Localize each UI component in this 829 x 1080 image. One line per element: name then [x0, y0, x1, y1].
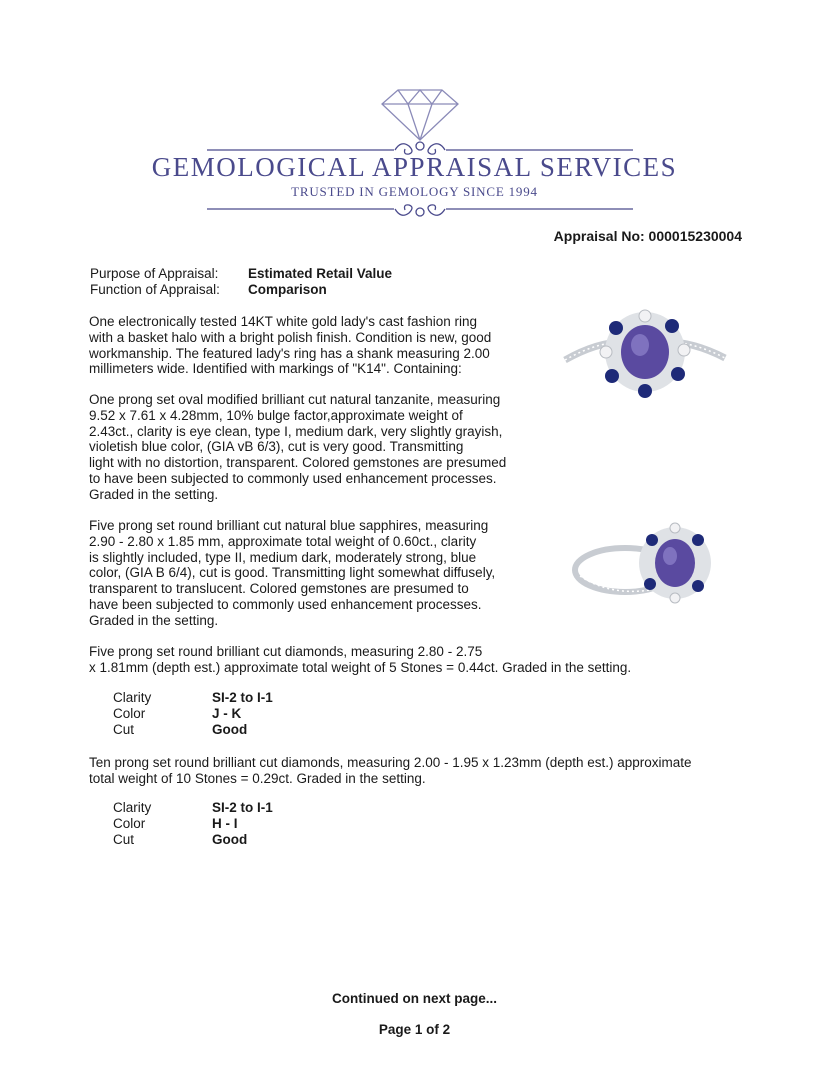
cut-value: Good [212, 722, 248, 737]
function-value: Comparison [248, 282, 327, 297]
ring-photo-front [560, 300, 730, 410]
function-label: Function of Appraisal: [90, 282, 220, 297]
cut-label: Cut [113, 722, 135, 737]
appraisal-number: Appraisal No: 000015230004 [553, 228, 742, 244]
diamonds10-paragraph: Ten prong set round brilliant cut diamonds, measuring 2.00 - 1.95 x 1.23mm (depth est.) approximate total weight of 10 Stones = 0.29ct. Graded in the setting. [89, 755, 692, 786]
color-value: J - K [212, 706, 242, 721]
color-label: Color [113, 816, 146, 831]
company-name: GEMOLOGICAL APPRAISAL SERVICES [151, 152, 678, 182]
sapphires-paragraph: Five prong set round brilliant cut natural blue sapphires, measuring 2.90 - 2.80 x 1.85 mm, approximate total weight of 0.60ct., clarity is slightly included, type II, medium dark, moderately strong, blue color, (GIA B 6/4), cut is good. Transmitting light somewhat diffusely, transparent to translucent. Colored gemstones are presumed to have been subjected to commonly used enhancement processes. Graded in the setting. [89, 518, 496, 628]
clarity-value: SI-2 to I-1 [212, 800, 273, 815]
page-number: Page 1 of 2 [378, 1022, 451, 1037]
continued-note: Continued on next page... [332, 991, 497, 1006]
diamond-icon [382, 90, 458, 140]
ornament-bottom [207, 205, 633, 216]
purpose-value: Estimated Retail Value [248, 266, 393, 281]
intro-paragraph: One electronically tested 14KT white gold lady's cast fashion ring with a basket halo with a bright polish finish. Condition is new, good workmanship. The featured lady's ring has a shank measuring 2.00 millimeters wide. Identified with markings of "K14". Containing: [89, 314, 492, 377]
color-label: Color [113, 706, 146, 721]
color-value: H - I [212, 816, 238, 831]
clarity-label: Clarity [113, 690, 152, 705]
cut-label: Cut [113, 832, 135, 847]
clarity-label: Clarity [113, 800, 152, 815]
purpose-label: Purpose of Appraisal: [90, 266, 219, 281]
company-tagline: TRUSTED IN GEMOLOGY SINCE 1994 [291, 184, 538, 199]
diamonds5-paragraph: Five prong set round brilliant cut diamonds, measuring 2.80 - 2.75 x 1.81mm (depth est.) approximate total weight of 5 Stones = 0.44ct. Graded in the setting. [89, 644, 632, 675]
tanzanite-paragraph: One prong set oval modified brilliant cut natural tanzanite, measuring 9.52 x 7.61 x 4.28mm, 10% bulge factor,approximate weight of 2.43ct., clarity is eye clean, type I, medium dark, very slightly grayish, violetish blue color, (GIA vB 6/3), cut is very good. Transmitting light with no distortion, transparent. Colored gemstones are presumed to have been subjected to commonly used enhancement processes. Graded in the setting. [89, 392, 507, 502]
ring-photo-angle [570, 518, 720, 608]
cut-value: Good [212, 832, 248, 847]
clarity-value: SI-2 to I-1 [212, 690, 273, 705]
